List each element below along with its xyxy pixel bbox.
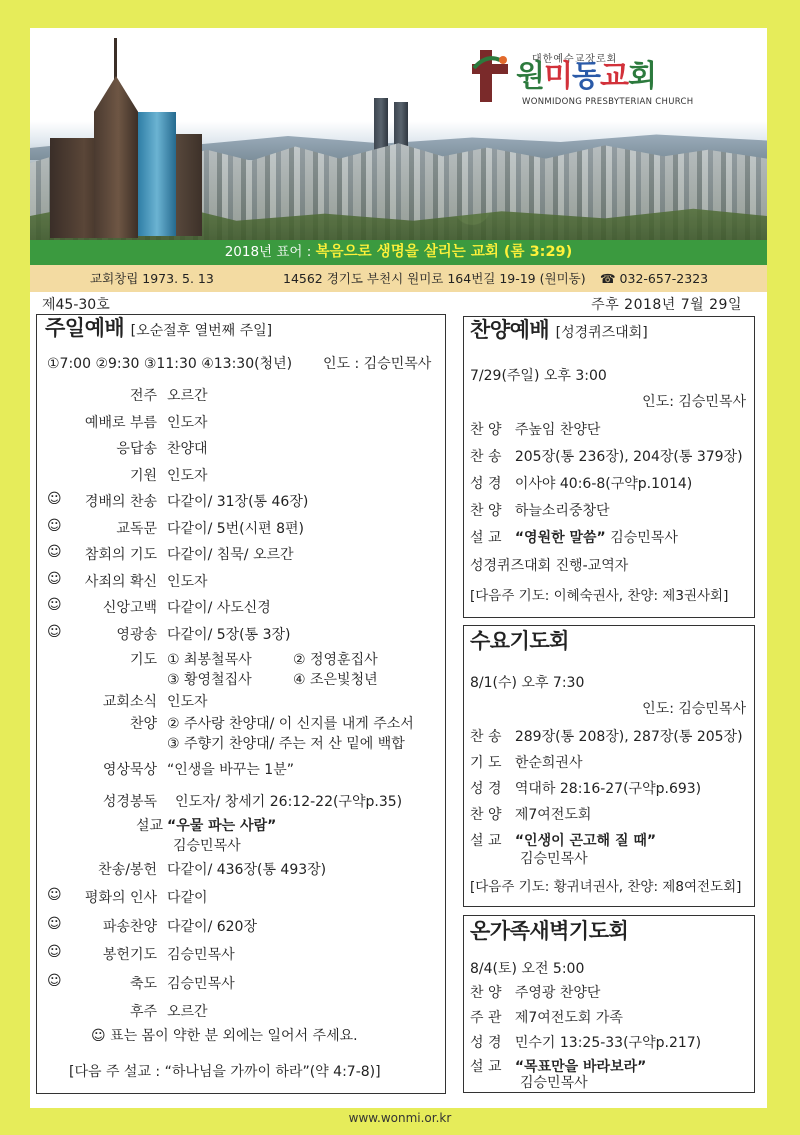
order-label: 응답송 (116, 441, 157, 457)
row-value: 205장(통 236장), 204장(통 379장) (514, 449, 743, 465)
standing-note: ☺ 표는 몸이 약한 분 외에는 일어서 주세요. (91, 1028, 358, 1044)
wednesday-preacher: 김승민목사 (520, 851, 588, 867)
dawn-prayer-box (463, 915, 755, 1093)
order-label: 사죄의 확신 (84, 573, 157, 590)
wednesday-leader: 인도: 김승민목사 (642, 701, 746, 717)
sermon-label: 설교 (135, 818, 163, 834)
sunday-service-subtitle: [오순절후 열번째 주일] (130, 323, 273, 339)
smile-icon: ☺ (47, 915, 62, 932)
order-label: 영광송 (116, 626, 157, 643)
praise-service-title: 찬양예배 (470, 318, 550, 342)
order-label: 봉헌기도 (102, 947, 157, 964)
order-value: 다같이/ 620장 (167, 918, 257, 935)
praise-sermon-line: 설 교 “영원한 말씀” 김승민목사 (470, 530, 678, 546)
video-label: 영상묵상 (102, 762, 157, 778)
issue-number: 제45-30호 (42, 297, 110, 313)
order-label: 기원 (129, 467, 157, 484)
church-info-bar (30, 265, 767, 292)
row-label: 찬 송 (470, 449, 502, 465)
order-label: 찬송/봉헌 (98, 862, 157, 878)
row-label: 성 경 (470, 1035, 502, 1051)
row-value: 한순희권사 (514, 755, 583, 771)
service-leader: 인도 : 김승민목사 (323, 356, 432, 372)
row-value: 역대하 28:16-27(구약p.693) (514, 781, 702, 797)
order-value: 인도자 (167, 573, 208, 590)
row-label: 주 관 (470, 1010, 502, 1026)
row-label: 성 경 (470, 476, 502, 492)
order-label: 예배로 부름 (84, 414, 157, 431)
church-website-link[interactable]: www.wonmi.or.kr (348, 1111, 452, 1125)
prayer-person-2: ② 정영훈집사 (293, 652, 378, 668)
logo-english-name: WONMIDONG PRESBYTERIAN CHURCH (522, 97, 694, 107)
row-value: 민수기 13:25-33(구약p.217) (514, 1035, 702, 1051)
order-value: 오르간 (167, 388, 208, 404)
row-label: 성 경 (470, 781, 502, 797)
order-value: 김승민목사 (167, 947, 235, 964)
row-value: 제7여전도회 (514, 807, 592, 823)
order-label: 후주 (129, 1004, 157, 1020)
praise-service-subtitle: [성경퀴즈대회] (555, 325, 648, 341)
church-address: 14562 경기도 부천시 원미로 164번길 19-19 (원미동) (283, 271, 586, 286)
church-spire-cross (114, 38, 117, 80)
prayer-label: 기도 (129, 652, 157, 668)
order-label: 경배의 찬송 (84, 494, 157, 510)
smile-icon: ☺ (47, 623, 62, 640)
dawn-preacher: 김승민목사 (520, 1075, 588, 1091)
service-row (470, 502, 610, 520)
order-value: 다같이/ 사도신경 (167, 600, 271, 616)
next-sermon-notice: [다음 주 설교 : “하나님을 가까이 하라”(약 4:7-8)] (69, 1064, 381, 1080)
order-label: 교독문 (116, 520, 157, 537)
founded-date: 교회창립 1973. 5. 13 (90, 271, 214, 286)
praise-choir-2: ③ 주향기 찬양대/ 주는 저 산 밑에 백합 (167, 736, 405, 752)
prayer-person-1: ① 최봉철목사 (167, 652, 252, 668)
order-value: 오르간 (167, 1004, 208, 1020)
service-row (470, 984, 600, 1002)
church-tower (94, 76, 138, 238)
smile-icon: ☺ (47, 944, 62, 961)
row-value: 제7여전도회 가족 (514, 1010, 623, 1026)
order-label: 파송찬양 (102, 918, 157, 935)
logo-denomination: 대한예수교장로회 (532, 54, 618, 65)
order-label: 전주 (129, 388, 157, 404)
row-value: 289장(통 208장), 287장(통 205장) (514, 729, 743, 745)
church-wing (176, 134, 202, 236)
order-label: 평화의 인사 (84, 890, 157, 907)
service-row (470, 421, 600, 439)
praise-label: 찬양 (129, 716, 157, 732)
order-value: 다같이/ 31장(통 46장) (167, 494, 309, 510)
praise-service-box (463, 316, 755, 618)
row-value: 하늘소리중창단 (514, 503, 610, 519)
row-label: 찬 양 (470, 422, 502, 438)
order-label: 축도 (129, 975, 157, 992)
smile-icon: ☺ (47, 544, 62, 560)
order-value: 인도자 (167, 414, 208, 431)
service-row (470, 1009, 623, 1027)
order-label: 신앙고백 (102, 600, 157, 616)
reading-label: 성경봉독 (102, 794, 157, 810)
sunday-service-title: 주일예배 (45, 316, 125, 340)
row-label: 기 도 (470, 755, 502, 771)
service-times: ①7:00 ②9:30 ③11:30 ④13:30(청년) (47, 356, 293, 372)
row-label: 찬 양 (470, 807, 502, 823)
dawn-title: 온가족새벽기도회 (470, 919, 629, 943)
sermon-preacher: 김승민목사 (173, 838, 241, 854)
wednesday-title: 수요기도회 (470, 629, 569, 653)
smile-icon: ☺ (47, 597, 62, 613)
row-label: 찬 송 (470, 729, 502, 745)
row-value: 이사야 40:6-8(구약p.1014) (514, 476, 693, 492)
order-value: 찬양대 (167, 441, 208, 457)
praise-service-time: 7/29(주일) 오후 3:00 (470, 368, 607, 384)
smile-icon: ☺ (47, 887, 62, 904)
quiz-line: 성경퀴즈대회 진행-교역자 (470, 558, 629, 574)
sermon-title: “우물 파는 사람” (167, 818, 277, 834)
bulletin-date: 주후 2018년 7월 29일 (591, 297, 742, 313)
service-row (470, 780, 701, 798)
yearly-motto: 2018년 표어 : 복음으로 생명을 살리는 교회 (롬 3:29) (30, 240, 767, 265)
smile-icon: ☺ (47, 972, 62, 989)
wednesday-prayer-box (463, 625, 755, 907)
news-value: 인도자 (167, 694, 208, 710)
service-row (470, 475, 692, 493)
church-glass-wall (138, 112, 176, 236)
order-value: 다같이/ 5장(통 3장) (167, 626, 291, 643)
order-value: 김승민목사 (167, 975, 235, 992)
order-value: 다같이/ 침묵/ 오르간 (167, 547, 294, 563)
row-value: 주영광 찬양단 (514, 985, 601, 1001)
praise-next-notice: [다음주 기도: 이혜숙권사, 찬양: 제3권사회] (470, 588, 729, 604)
wednesday-next-notice: [다음주 기도: 황귀녀권사, 찬양: 제8여전도회] (470, 879, 742, 895)
service-row (470, 1034, 701, 1052)
order-value: 다같이 (167, 890, 208, 907)
row-label: 찬 양 (470, 985, 502, 1001)
dawn-time: 8/4(토) 오전 5:00 (470, 961, 585, 977)
logo-church-name: 원미동교회 (516, 59, 656, 94)
order-label: 참회의 기도 (84, 547, 157, 563)
reading-value: 인도자/ 창세기 26:12-22(구약p.35) (175, 794, 403, 810)
church-phone[interactable]: ☎ 032-657-2323 (600, 271, 709, 286)
smile-icon: ☺ (47, 570, 62, 587)
dawn-sermon-line: 설 교 “목표만을 바라보라” (470, 1059, 647, 1075)
order-value: 인도자 (167, 467, 208, 484)
order-value: 다같이/ 5번(시편 8편) (167, 520, 305, 537)
smile-icon: ☺ (47, 517, 62, 534)
service-row (470, 728, 743, 746)
video-title: “인생을 바꾸는 1분” (167, 762, 294, 778)
row-value: 주높임 찬양단 (514, 422, 601, 438)
wednesday-time: 8/1(수) 오후 7:30 (470, 675, 585, 691)
praise-service-leader: 인도: 김승민목사 (642, 394, 746, 410)
service-row (470, 448, 743, 466)
row-label: 찬 양 (470, 503, 502, 519)
service-row (470, 806, 591, 824)
order-value: 다같이/ 436장(통 493장) (167, 862, 327, 878)
praise-choir-1: ② 주사랑 찬양대/ 이 신지를 내게 주소서 (167, 716, 414, 732)
wednesday-sermon-line: 설 교 “인생이 곤고해 질 때” (470, 833, 657, 849)
news-label: 교회소식 (102, 694, 157, 710)
prayer-person-4: ④ 조은빛청년 (293, 672, 378, 688)
cross-logo-icon (470, 50, 510, 102)
church-logo[interactable] (470, 48, 710, 108)
smile-icon: ☺ (47, 491, 62, 507)
header-banner (30, 28, 767, 240)
prayer-person-3: ③ 황영철집사 (167, 672, 252, 688)
service-row (470, 754, 582, 772)
sunday-service-box (36, 314, 446, 1094)
